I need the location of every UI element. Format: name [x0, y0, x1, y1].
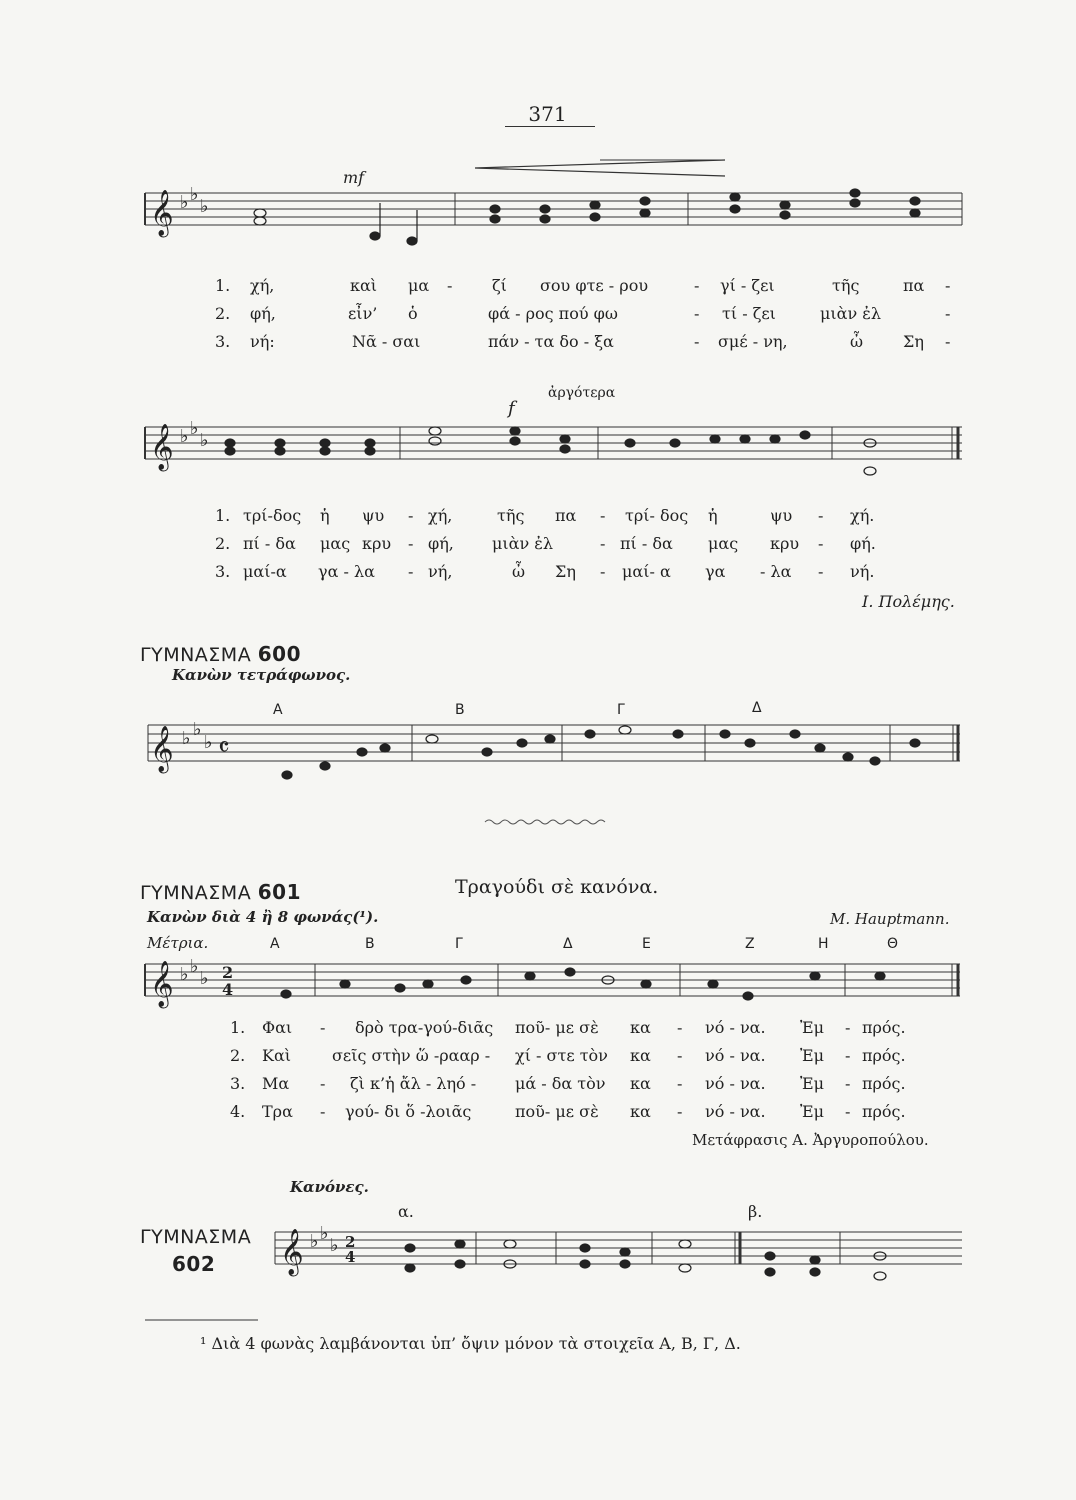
exercise-601-heading: ΓΥΜΝΑΣΜΑ 601 — [140, 880, 301, 904]
canon-letter-b: β. — [748, 1202, 763, 1221]
treble-clef-icon: 𝄞 — [150, 424, 174, 470]
svg-text:♭: ♭ — [182, 728, 191, 749]
treble-clef-icon: 𝄞 — [280, 1229, 304, 1275]
exercise-600-subtitle: Κανὼν τετράφωνος. — [172, 666, 351, 684]
svg-text:2: 2 — [345, 1233, 356, 1251]
staff-ex600 — [148, 725, 960, 761]
svg-text:♭: ♭ — [190, 184, 199, 205]
svg-text:♭: ♭ — [180, 192, 189, 213]
canons-heading: Κανόνες. — [290, 1178, 369, 1196]
exercise-600-heading: ΓΥΜΝΑΣΜΑ 600 — [140, 642, 301, 666]
svg-text:♭: ♭ — [310, 1231, 319, 1252]
svg-text:𝄴: 𝄴 — [218, 733, 230, 763]
divider-ornament — [485, 820, 605, 824]
svg-text:♭: ♭ — [193, 719, 202, 740]
svg-text:♭: ♭ — [200, 430, 209, 451]
tempo-marking: ἀργότερα — [548, 385, 616, 401]
exercise-602-number: 602 — [172, 1252, 216, 1276]
treble-clef-icon: 𝄞 — [150, 726, 174, 772]
dynamic-mf: mf — [343, 168, 365, 187]
staff-system-2 — [145, 427, 962, 459]
translator-credit: Μετάφρασις Α. Ἀργυροπούλου. — [692, 1131, 929, 1149]
svg-text:♭: ♭ — [320, 1223, 329, 1244]
svg-text:2: 2 — [222, 963, 234, 982]
svg-text:♭: ♭ — [200, 968, 209, 989]
canon-letter: B — [455, 702, 465, 718]
composer-name: M. Hauptmann. — [830, 910, 950, 928]
exercise-601-title: Τραγούδι σὲ κανόνα. — [455, 876, 659, 898]
treble-clef-icon: 𝄞 — [150, 190, 174, 236]
canon-letter: Γ — [617, 702, 625, 718]
svg-text:♭: ♭ — [180, 964, 189, 985]
canon-letter: Δ — [752, 700, 762, 716]
canon-letter-a: α. — [398, 1202, 414, 1221]
exercise-601-subtitle: Κανὼν διὰ 4 ἢ 8 φωνάς(¹). — [147, 908, 379, 926]
staff-ex602 — [275, 1232, 962, 1264]
author-name: Ι. Πολέμης. — [862, 592, 955, 611]
page-number: 371 — [528, 102, 567, 126]
staff-ex601 — [145, 964, 960, 996]
svg-text:4: 4 — [345, 1248, 356, 1266]
svg-text:♭: ♭ — [190, 418, 199, 439]
treble-clef-icon: 𝄞 — [150, 961, 174, 1007]
svg-text:♭: ♭ — [190, 956, 199, 977]
svg-text:♭: ♭ — [200, 196, 209, 217]
tempo-marking: Μέτρια. — [147, 934, 209, 952]
exercise-602-label: ΓΥΜΝΑΣΜΑ — [140, 1226, 252, 1248]
svg-text:4: 4 — [222, 980, 234, 999]
footnote: ¹ Διὰ 4 φωνὰς λαμβάνονται ὑπ’ ὄψιν μόνον τὰ στοιχεῖα A, B, Γ, Δ. — [200, 1334, 741, 1353]
svg-text:♭: ♭ — [330, 1235, 339, 1256]
svg-text:♭: ♭ — [180, 426, 189, 447]
svg-text:♭: ♭ — [204, 732, 213, 753]
canon-letter: A — [273, 702, 283, 718]
staff-system-1 — [145, 193, 962, 225]
dynamic-f: f — [508, 398, 515, 419]
